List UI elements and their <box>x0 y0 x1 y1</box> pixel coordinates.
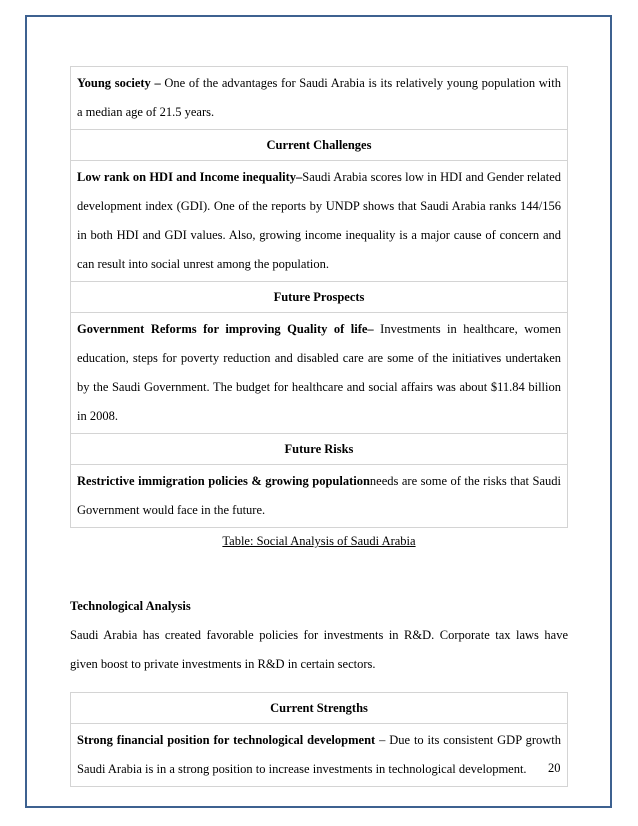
table-row <box>71 130 568 161</box>
row-text: Investments in healthcare, women education, steps for poverty reduction and disabled care are some of the initiatives undertaken by the Saudi Government. The budget for healthcare and social affairs was about $11.84 billion in 2008. <box>77 322 561 423</box>
row-text: needs are some of the risks that Saudi Government would face in the future. <box>77 474 561 517</box>
table-row <box>71 67 568 130</box>
section-title: Technological Analysis <box>70 599 191 613</box>
row-text: – Due to its consistent GDP growth Saudi Arabia is in a strong position to increase investments in technological development. <box>77 732 561 776</box>
table-row <box>71 313 568 434</box>
row-text: Saudi Arabia scores low in HDI and Gender related development index (GDI). One of the reports by UNDP shows that Saudi Arabia ranks 144/156 in both HDI and GDI values. Also, growing income inequality is a major cause of concern and can result into social unrest among the population. <box>77 170 561 271</box>
table-heading-future-risks: Future Risks <box>71 434 568 465</box>
table-heading-future-prospects: Future Prospects <box>71 282 568 313</box>
table-cell-financial-position <box>71 723 568 786</box>
table-heading-current-strengths: Current Strengths <box>71 692 568 723</box>
page-content <box>70 66 568 787</box>
table-caption: Table: Social Analysis of Saudi Arabia <box>222 534 416 548</box>
table-row <box>71 692 568 723</box>
row-lead: Restrictive immigration policies & growing population <box>77 474 370 488</box>
table-heading-current-challenges: Current Challenges <box>71 130 568 161</box>
table-cell-hdi-inequality <box>71 161 568 282</box>
table-row <box>71 434 568 465</box>
table-row <box>71 282 568 313</box>
row-lead: Strong financial position for technological development <box>77 732 376 747</box>
row-lead: Government Reforms for improving Quality of life– <box>77 322 374 336</box>
technological-analysis-table <box>70 692 568 787</box>
section-paragraph: Saudi Arabia has created favorable policies for investments in R&D. Corporate tax laws have given boost to private investments in R&D in certain sectors. <box>70 628 568 671</box>
row-lead: Young society – <box>77 76 161 90</box>
table-cell-young-society <box>71 67 568 130</box>
table-row <box>71 161 568 282</box>
table-row <box>71 723 568 786</box>
row-text: One of the advantages for Saudi Arabia is its relatively young population with a median age of 21.5 years. <box>77 76 561 119</box>
table-row <box>71 465 568 528</box>
row-lead: Low rank on HDI and Income inequality– <box>77 170 303 184</box>
social-analysis-table <box>70 66 568 528</box>
table-cell-government-reforms <box>71 313 568 434</box>
page-number: 20 <box>548 761 561 775</box>
table-cell-immigration-policies <box>71 465 568 528</box>
